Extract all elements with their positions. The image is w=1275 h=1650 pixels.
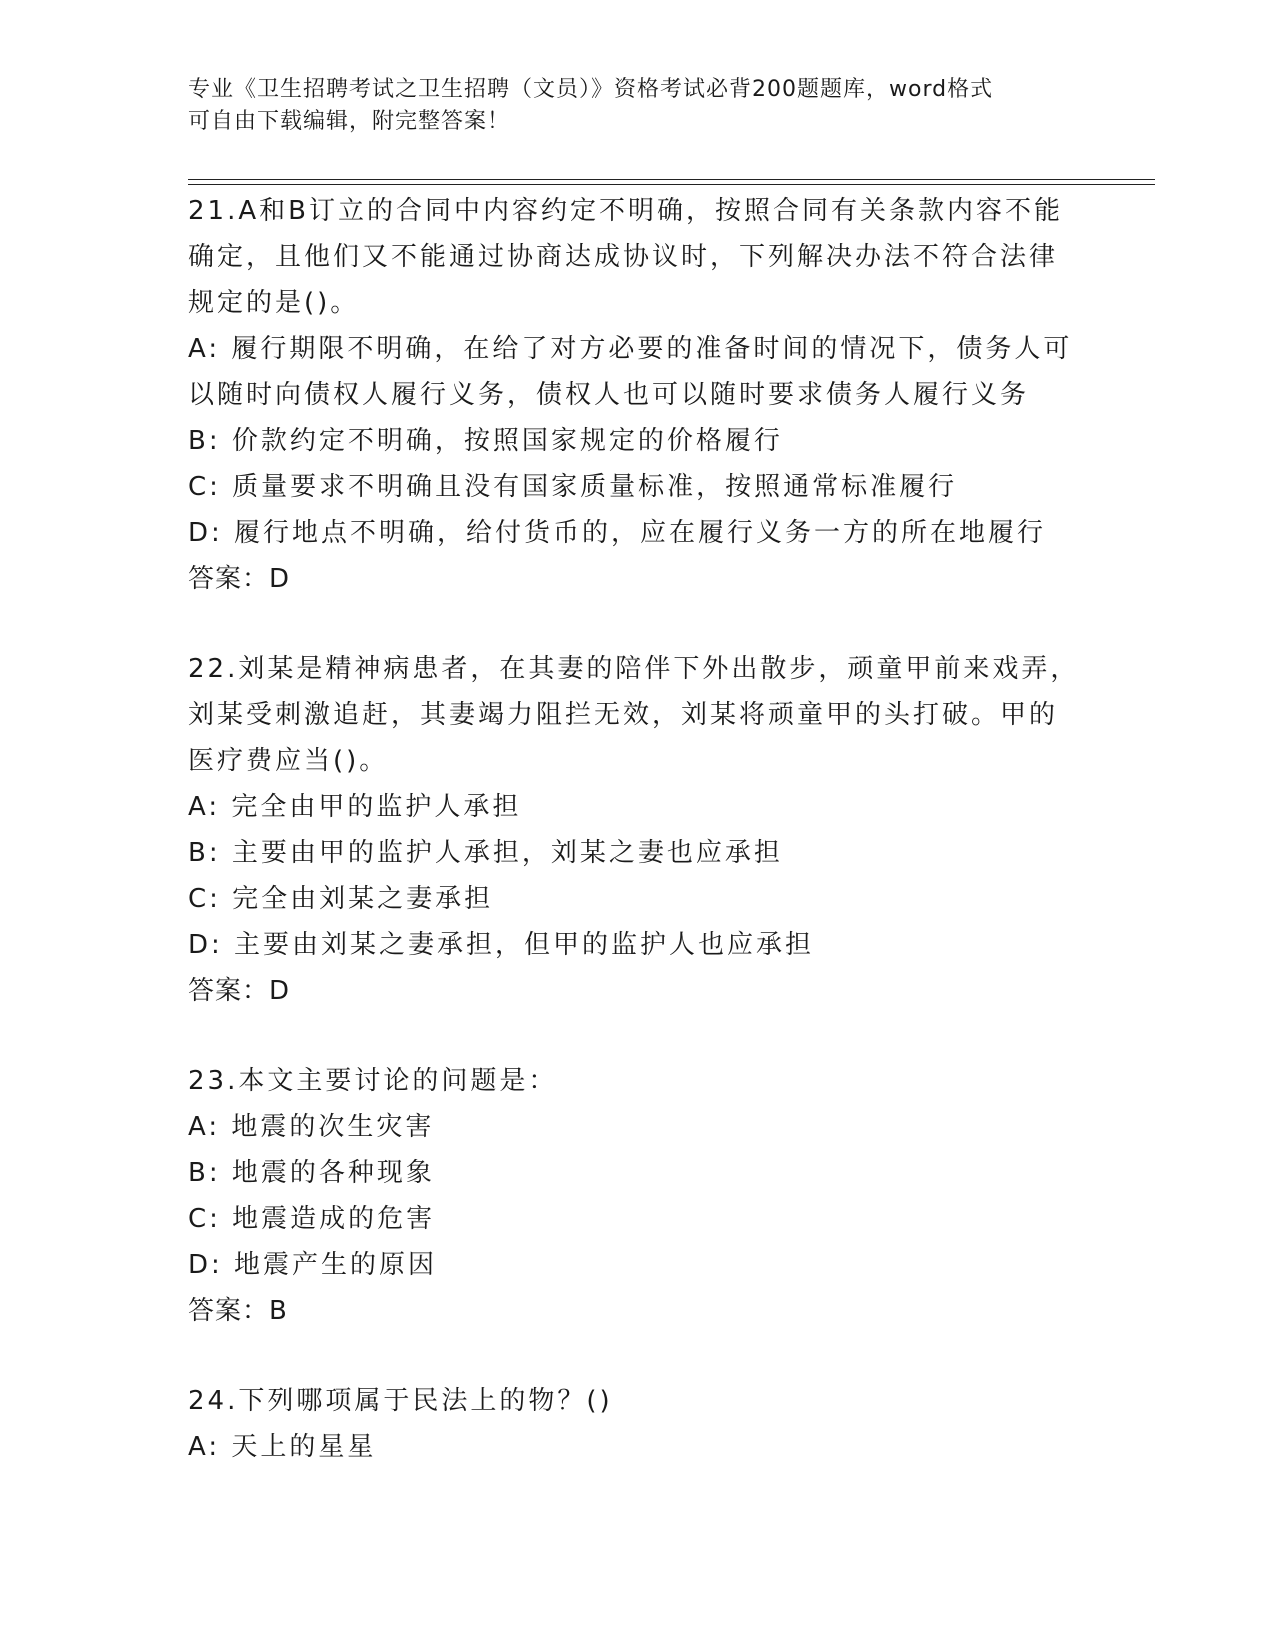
question-stem-line: 刘某受刺激追赶，其妻竭力阻拦无效，刘某将顽童甲的头打破。甲的 [188,700,1059,730]
header-divider-bottom [188,184,1155,185]
question-stem-line: 确定，且他们又不能通过协商达成协议时，下列解决办法不符合法律 [188,242,1059,272]
document-header [188,74,1088,138]
option-c: C: 地震造成的危害 [188,1204,436,1234]
question-stem-line: 医疗费应当()。 [188,746,389,776]
header-line-2: 可自由下载编辑，附完整答案！ [188,109,511,134]
option-a: A: 履行期限不明确，在给了对方必要的准备时间的情况下，债务人可 [188,334,1073,364]
answer-line: 答案：D [188,564,291,594]
question-21 [188,188,1073,602]
option-c: C: 完全由刘某之妻承担 [188,884,494,914]
question-22 [188,646,1080,1014]
option-b: B: 地震的各种现象 [188,1158,435,1188]
header-line-1: 专业《卫生招聘考试之卫生招聘（文员）》资格考试必背200题题库，word格式 [188,77,994,102]
option-a-continued: 以随时向债权人履行义务，债权人也可以随时要求债务人履行义务 [188,380,1030,410]
option-c: C: 质量要求不明确且没有国家质量标准，按照通常标准履行 [188,472,958,502]
question-stem-line: 23.本文主要讨论的问题是： [188,1066,558,1096]
question-24 [188,1378,1068,1470]
answer-line: 答案：D [188,976,291,1006]
question-list [188,188,1080,1514]
question-23 [188,1058,1068,1334]
option-d: D: 地震产生的原因 [188,1250,438,1280]
option-a: A: 天上的星星 [188,1432,377,1462]
header-divider-top [188,179,1155,180]
option-a: A: 完全由甲的监护人承担 [188,792,522,822]
question-stem-line: 21.A和B订立的合同中内容约定不明确，按照合同有关条款内容不能 [188,196,1063,226]
option-a: A: 地震的次生灾害 [188,1112,435,1142]
question-stem-line: 24.下列哪项属于民法上的物？() [188,1386,613,1416]
option-d: D: 履行地点不明确，给付货币的，应在履行义务一方的所在地履行 [188,518,1047,548]
answer-line: 答案：B [188,1296,288,1326]
option-b: B: 主要由甲的监护人承担，刘某之妻也应承担 [188,838,783,868]
question-stem-line: 规定的是()。 [188,288,360,318]
question-stem-line: 22.刘某是精神病患者，在其妻的陪伴下外出散步，顽童甲前来戏弄， [188,654,1080,684]
option-b: B: 价款约定不明确，按照国家规定的价格履行 [188,426,783,456]
option-d: D: 主要由刘某之妻承担，但甲的监护人也应承担 [188,930,815,960]
